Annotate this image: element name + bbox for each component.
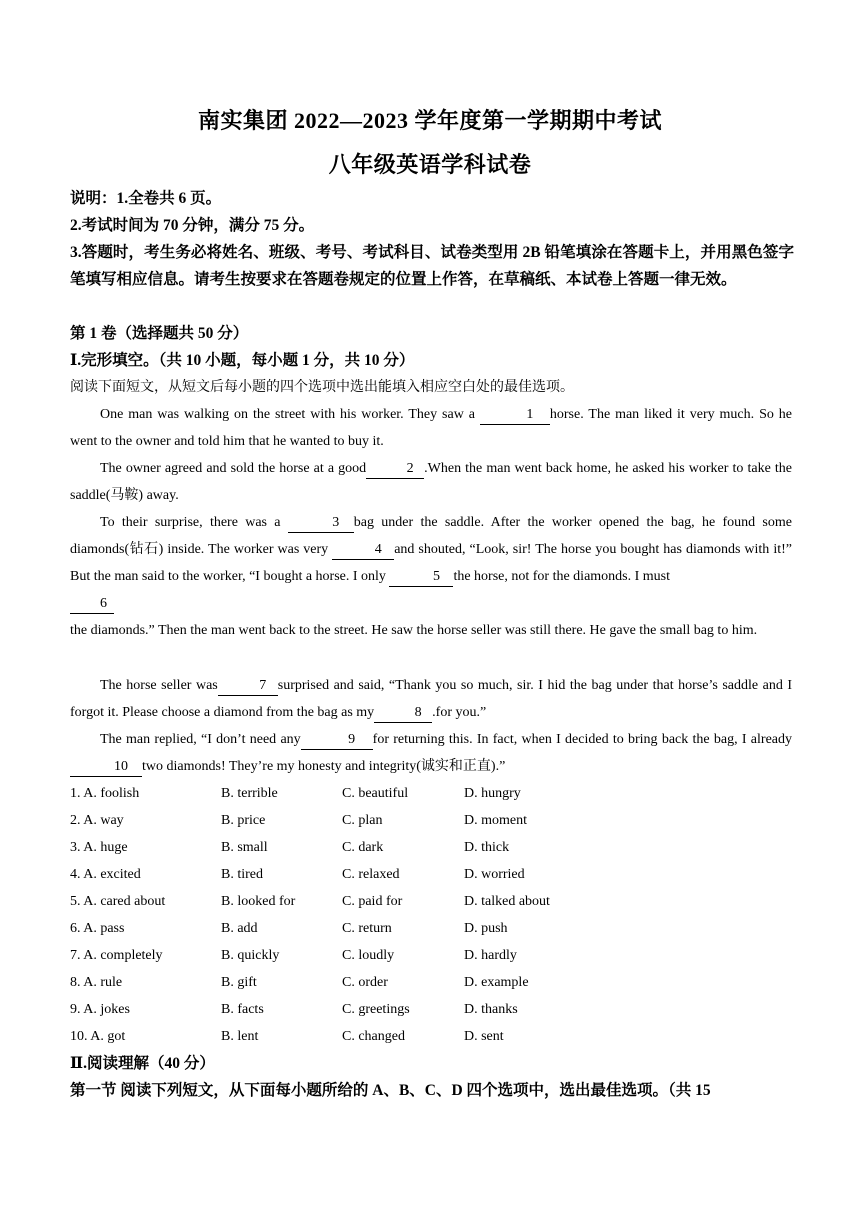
option-d: D. worried xyxy=(464,867,525,882)
volume-heading: 第 1 卷（选择题共 50 分） xyxy=(70,325,249,342)
option-c: C. loudly xyxy=(342,948,395,963)
option-row-10 xyxy=(70,1023,770,1050)
exam-subtitle: 八年级英语学科试卷 xyxy=(328,152,532,177)
section1-instruction: 阅读下面短文，从短文后每小题的四个选项中选出能填入相应空白处的最佳选项。 xyxy=(70,380,574,395)
passage-paragraph-3: To their surprise, there was a 3 bag under the saddle. After the worker opened the bag, he found some diamonds(钻石) inside. The worker was very 4 and shouted, “Look, sir! The horse you bought has diamonds with it!” But the man said to the worker, “I bought a horse. I only 5 the horse, not for the diamonds. I must 6 the diamonds.” Then the man went back to the street. He saw the horse seller was still there. He gave the small bag to him. xyxy=(70,515,792,638)
option-a: 5. A. cared about xyxy=(70,894,166,909)
option-b: B. lent xyxy=(221,1029,259,1044)
option-c: C. plan xyxy=(342,813,383,828)
option-a: 8. A. rule xyxy=(70,975,123,990)
option-b: B. looked for xyxy=(221,894,296,909)
option-b: B. gift xyxy=(221,975,257,990)
option-b: B. terrible xyxy=(221,786,278,801)
option-b: B. add xyxy=(221,921,258,936)
passage-paragraph-4: The horse seller was 7 surprised and said, “Thank you so much, sir. I hid the bag under that horse’s saddle and I forgot it. Please choose a diamond from the bag as my 8 .for you.” xyxy=(70,672,792,726)
option-c: C. order xyxy=(342,975,388,990)
section2-part1-instruction: 第一节 阅读下列短文，从下面每小题所给的 A、B、C、D 四个选项中，选出最佳选项。（共 15 xyxy=(70,1082,711,1099)
option-b: B. quickly xyxy=(221,948,280,963)
note-3: 3.答题时，考生务必将姓名、班级、考号、考试科目、试卷类型用 2B 铅笔填涂在答题卡上，并用黑色签字笔填写相应信息。请考生按要求在答题卷规定的位置上作答，在草稿纸、本试卷上答题一律无效。 xyxy=(70,244,794,288)
note-1: 说明：1.全卷共 6 页。 xyxy=(70,190,222,207)
option-d: D. hungry xyxy=(464,786,521,801)
option-c: C. paid for xyxy=(342,894,403,909)
blank-1: 1 xyxy=(480,406,550,425)
option-c: C. greetings xyxy=(342,1002,410,1017)
blank-10: 10 xyxy=(70,758,142,777)
option-d: D. moment xyxy=(464,813,527,828)
option-row-4 xyxy=(70,861,770,888)
option-row-6 xyxy=(70,915,770,942)
section2-heading: Ⅱ.阅读理解（40 分） xyxy=(70,1055,215,1072)
option-d: D. example xyxy=(464,975,529,990)
blank-4: 4 xyxy=(332,541,394,560)
blank-7: 7 xyxy=(218,677,278,696)
option-d: D. talked about xyxy=(464,894,550,909)
option-d: D. push xyxy=(464,921,508,936)
option-c: C. changed xyxy=(342,1029,405,1044)
option-row-7 xyxy=(70,942,770,969)
option-row-5 xyxy=(70,888,770,915)
option-a: 2. A. way xyxy=(70,813,124,828)
option-b: B. facts xyxy=(221,1002,264,1017)
option-c: C. relaxed xyxy=(342,867,400,882)
option-a: 4. A. excited xyxy=(70,867,141,882)
blank-9: 9 xyxy=(301,731,373,750)
option-row-2 xyxy=(70,807,770,834)
option-d: D. thanks xyxy=(464,1002,518,1017)
option-c: C. dark xyxy=(342,840,384,855)
option-a: 9. A. jokes xyxy=(70,1002,130,1017)
option-row-9 xyxy=(70,996,770,1023)
passage-paragraph-1: One man was walking on the street with his worker. They saw a 1 horse. The man liked it very much. So he went to the owner and told him that he wanted to buy it. xyxy=(70,407,792,449)
option-d: D. thick xyxy=(464,840,510,855)
note-2: 2.考试时间为 70 分钟，满分 75 分。 xyxy=(70,217,315,234)
option-d: D. hardly xyxy=(464,948,517,963)
option-a: 7. A. completely xyxy=(70,948,163,963)
option-b: B. tired xyxy=(221,867,263,882)
exam-title: 南实集团 2022—2023 学年度第一学期期中考试 xyxy=(197,108,662,133)
option-c: C. beautiful xyxy=(342,786,409,801)
option-a: 6. A. pass xyxy=(70,921,125,936)
option-c: C. return xyxy=(342,921,392,936)
option-row-1 xyxy=(70,780,770,807)
option-b: B. small xyxy=(221,840,268,855)
passage-paragraph-2: The owner agreed and sold the horse at a good 2 .When the man went back home, he asked his worker to take the saddle(马鞍) away. xyxy=(70,461,792,503)
passage-paragraph-5: The man replied, “I don’t need any 9 for returning this. In fact, when I decided to bring back the bag, I already10 two diamonds! They’re my honesty and integrity(诚实和正直).” xyxy=(70,726,792,780)
option-b: B. price xyxy=(221,813,266,828)
blank-8: 8 xyxy=(374,704,432,723)
blank-5: 5 xyxy=(389,568,453,587)
option-a: 10. A. got xyxy=(70,1029,126,1044)
option-a: 3. A. huge xyxy=(70,840,128,855)
blank-6: 6 xyxy=(70,595,114,614)
option-row-8 xyxy=(70,969,770,996)
section1-heading: Ⅰ.完形填空。（共 10 小题，每小题 1 分，共 10 分） xyxy=(70,352,415,369)
blank-3: 3 xyxy=(288,514,354,533)
option-d: D. sent xyxy=(464,1029,504,1044)
option-row-3 xyxy=(70,834,770,861)
blank-2: 2 xyxy=(366,460,424,479)
option-a: 1. A. foolish xyxy=(70,786,140,801)
